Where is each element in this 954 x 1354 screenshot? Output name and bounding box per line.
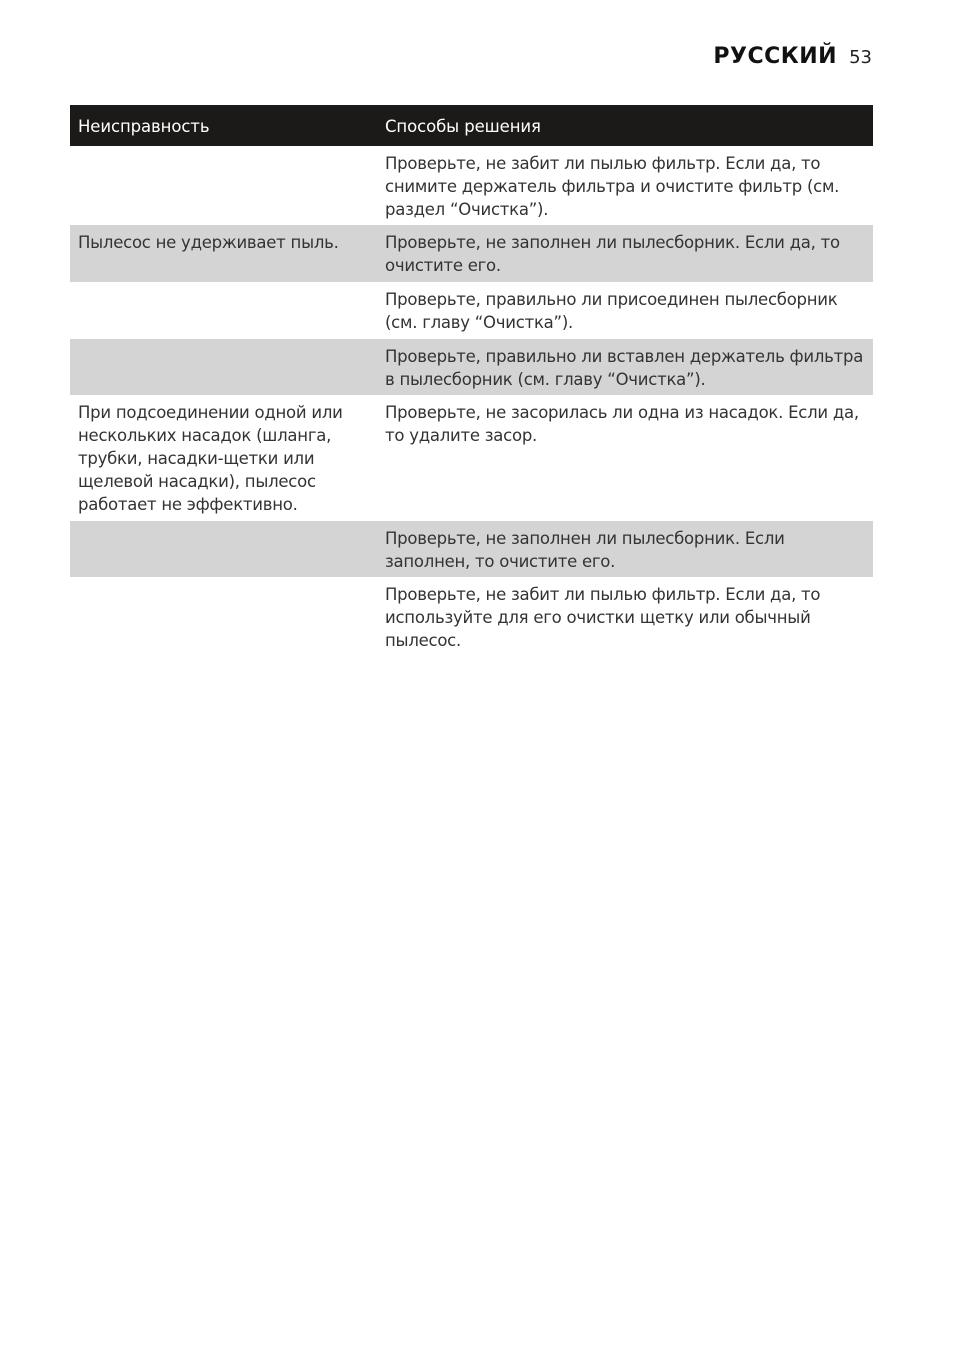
table-row (70, 282, 873, 339)
problem-cell: При подсоединении одной или нескольких насадок (шланга, трубки, насадки-щетки или щелевой насадки), пылесос работает не эффективно. (78, 403, 343, 514)
problem-cell (70, 152, 377, 225)
page-number: 53 (849, 47, 872, 68)
solution-cell: Проверьте, правильно ли вставлен держатель фильтра в пылесборник (см. главу “Очистка”). (385, 347, 864, 389)
page-header (713, 44, 872, 69)
table-row (70, 225, 873, 282)
table-row (70, 339, 873, 395)
column-header-problem: Неисправность (78, 117, 210, 136)
section-title: РУССКИЙ (713, 44, 838, 69)
table-row (70, 146, 873, 225)
table-row (70, 521, 873, 577)
solution-cell: Проверьте, не заполнен ли пылесборник. Если заполнен, то очистите его. (385, 529, 785, 571)
problem-cell (70, 345, 377, 395)
column-header-solution: Способы решения (385, 117, 541, 136)
table-row (70, 577, 873, 663)
solution-cell: Проверьте, не засорилась ли одна из насадок. Если да, то удалите засор. (385, 403, 859, 445)
solution-cell: Проверьте, не заполнен ли пылесборник. Если да, то очистите его. (385, 233, 840, 275)
solution-cell: Проверьте, не забит ли пылью фильтр. Если да, то используйте для его очистки щетку или обычный пылесос. (385, 585, 821, 650)
problem-cell (70, 583, 377, 663)
problem-cell (70, 288, 377, 339)
table-row (70, 395, 873, 521)
solution-cell: Проверьте, правильно ли присоединен пылесборник (см. главу “Очистка”). (385, 290, 838, 332)
solution-cell: Проверьте, не забит ли пылью фильтр. Если да, то снимите держатель фильтра и очистите фильтр (см. раздел “Очистка”). (385, 154, 840, 219)
troubleshooting-table (70, 105, 873, 663)
problem-cell (70, 527, 377, 577)
problem-cell: Пылесос не удерживает пыль. (78, 233, 339, 252)
table-header (70, 105, 873, 146)
